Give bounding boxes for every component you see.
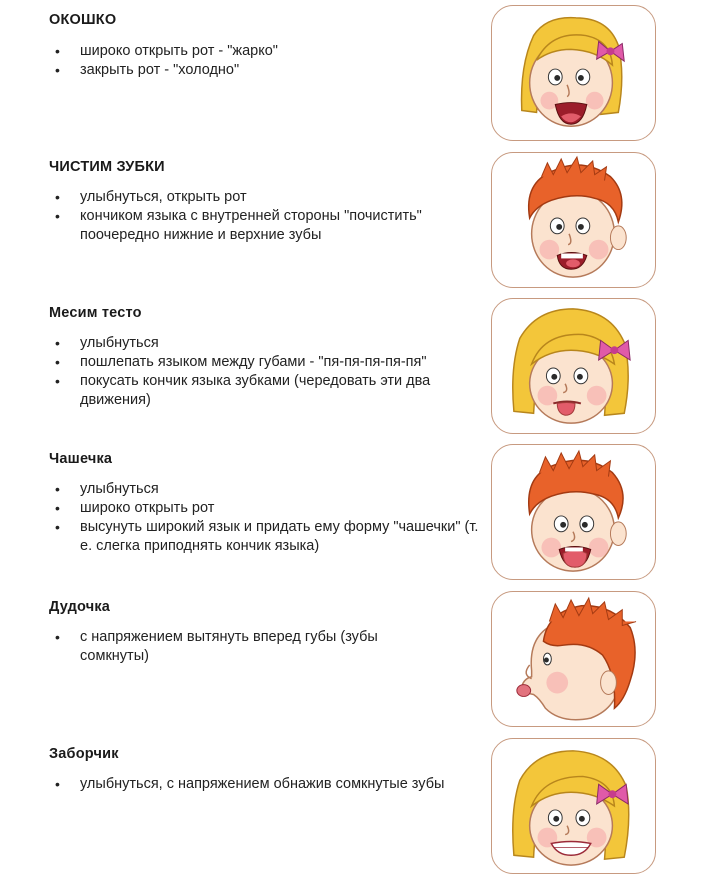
instruction-item: • высунуть широкий язык и придать ему форму "чашечки" (т. е. слегка приподнять кончик языка) [55,518,485,556]
exercise-title: Дудочка [49,599,111,615]
instruction-item: • улыбнуться, с напряжением обнажив сомкнутые зубы [55,775,475,794]
instruction-item: • пошлепать языком между губами - "пя-пя-пя-пя-пя" [55,353,485,372]
exercise-title: Чашечка [49,451,113,467]
exercise-title: Месим тесто [49,305,142,321]
illustration-blonde-girl-tongue-out [491,298,656,434]
illustration-blonde-girl-smile-teeth [491,738,656,874]
illustration-redhead-boy-brushing-teeth [491,152,656,288]
instruction-list [55,480,485,556]
illustration-redhead-boy-pout-profile [491,591,656,727]
instruction-item: • кончиком языка с внутренней стороны "почистить" поочередно нижние и верхние зубы [55,207,485,245]
instruction-item: • широко открыть рот - "жарко" [55,42,455,61]
instruction-list [55,334,485,410]
instruction-item: • улыбнуться [55,480,485,499]
instruction-item: • улыбнуться, открыть рот [55,188,485,207]
instruction-item: • с напряжением вытянуть вперед губы (зубы сомкнуты) [55,628,445,666]
instruction-list [55,628,445,666]
instruction-item: • закрыть рот - "холодно" [55,61,455,80]
instruction-list [55,42,455,80]
illustration-blonde-girl-open-mouth [491,5,656,141]
illustration-redhead-boy-cup-tongue [491,444,656,580]
instruction-item: • покусать кончик языка зубками (чередовать эти два движения) [55,372,485,410]
exercise-title: ЧИСТИМ ЗУБКИ [49,159,165,175]
exercise-title: Заборчик [49,746,119,762]
instruction-list [55,775,475,794]
instruction-list [55,188,485,245]
exercise-title: ОКОШКО [49,12,117,28]
instruction-item: • широко открыть рот [55,499,485,518]
instruction-item: • улыбнуться [55,334,485,353]
